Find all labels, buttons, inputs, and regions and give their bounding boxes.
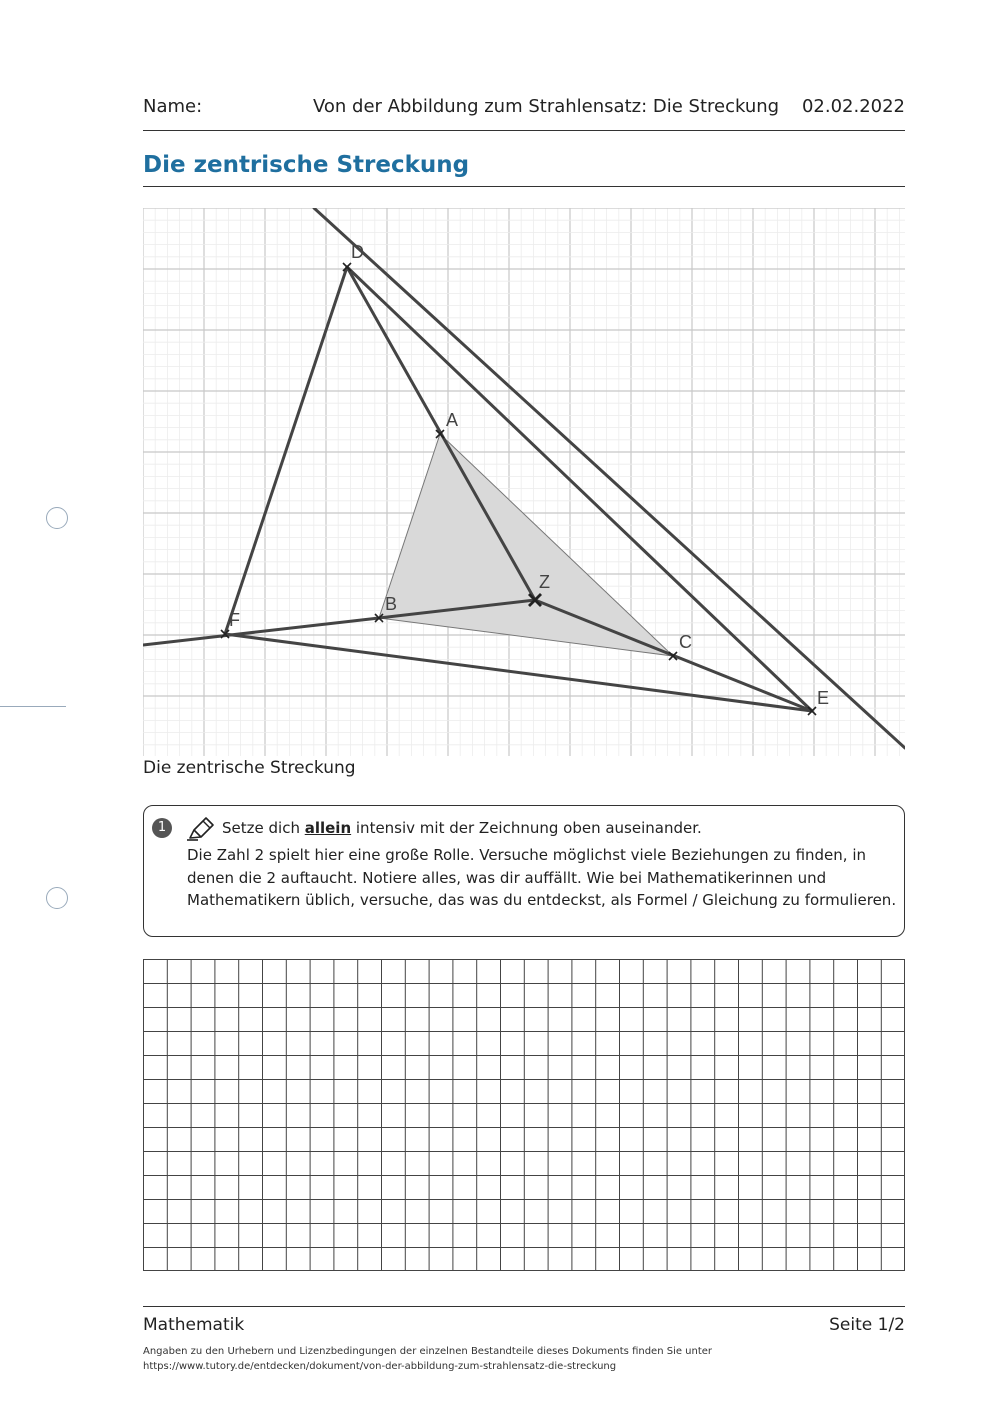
- credits-url: https://www.tutory.de/entdecken/dokument/von-der-abbildung-zum-strahlensatz-die-streckung: [143, 1361, 617, 1372]
- task-emphasis: allein: [304, 819, 352, 837]
- figure-caption: Die zentrische Streckung: [143, 758, 356, 778]
- point-label-e: E: [817, 688, 830, 708]
- segment-f-e: [225, 634, 812, 711]
- task-line1-end: intensiv mit der Zeichnung oben auseinander.: [351, 819, 702, 837]
- task-box: [143, 805, 905, 937]
- credits-text: [143, 1344, 712, 1374]
- triangle-abc: [379, 434, 673, 656]
- task-number-badge: 1: [152, 818, 172, 838]
- task-line1-start: Setze dich: [222, 819, 305, 837]
- line-d-e-extended: [314, 208, 905, 748]
- page-footer: [143, 1306, 905, 1335]
- line-through-f-b: [143, 618, 379, 645]
- footer-subject: Mathematik: [143, 1315, 245, 1335]
- segment-d-f: [225, 267, 347, 634]
- pencil-icon: [186, 816, 216, 846]
- punch-hole-bottom: [46, 887, 68, 909]
- page-header: [143, 94, 905, 131]
- point-label-a: A: [446, 410, 459, 430]
- document-date: 02.02.2022: [801, 96, 905, 117]
- point-label-f: F: [229, 610, 240, 630]
- geometry-figure: [143, 208, 905, 756]
- document-title: Von der Abbildung zum Strahlensatz: Die Streckung: [313, 96, 780, 117]
- section-title: Die zentrische Streckung: [143, 152, 905, 187]
- footer-page-number: Seite 1/2: [829, 1315, 905, 1335]
- task-instruction-line: [222, 817, 702, 840]
- credits-line-1: Angaben zu den Urhebern und Lizenzbedingungen der einzelnen Bestandteile dieses Dokuments finden Sie unter: [143, 1346, 713, 1357]
- point-label-z: Z: [539, 572, 550, 592]
- point-label-c: C: [679, 632, 692, 652]
- punch-hole-top: [46, 507, 68, 529]
- point-label-b: B: [385, 594, 398, 614]
- point-label-d: D: [351, 242, 364, 262]
- fold-mark: [0, 706, 66, 707]
- answer-grid[interactable]: [143, 959, 905, 1271]
- name-label: Name:: [143, 96, 203, 117]
- task-paragraph: Die Zahl 2 spielt hier eine große Rolle. Versuche möglichst viele Beziehungen zu finden, in denen die 2 auftaucht. Notiere alles, was dir auffällt. Wie bei Mathematikerinnen und Mathematikern üblich, versuche, das was du entdeckst, als Formel / Gleichung zu formulieren.: [187, 846, 897, 909]
